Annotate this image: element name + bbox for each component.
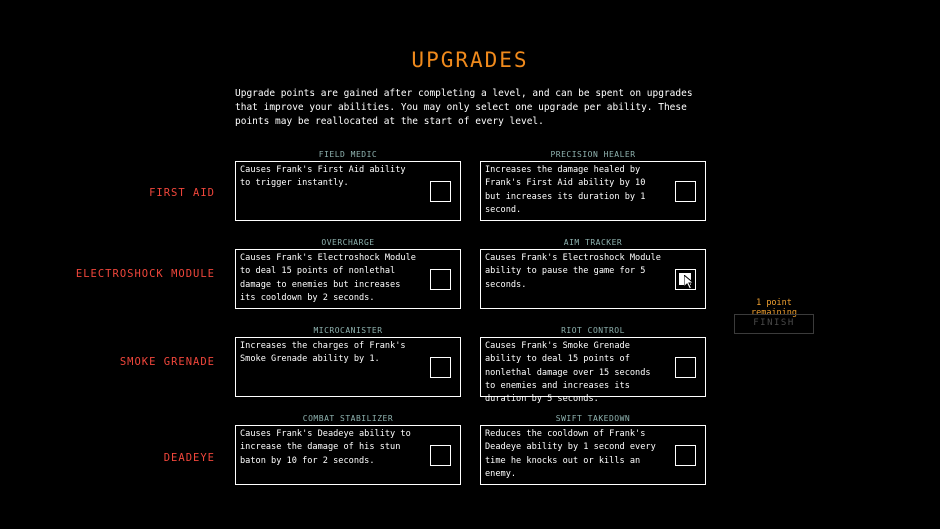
upgrade-card-aim-tracker[interactable]	[480, 249, 706, 309]
option-title-combat-stabilizer: COMBAT STABILIZER	[302, 414, 394, 423]
points-remaining: 1 point remaining	[750, 298, 798, 318]
finish-button[interactable]: FINISH	[734, 314, 814, 334]
upgrade-checkbox-riot-control[interactable]	[675, 357, 696, 378]
upgrade-card-precision-healer[interactable]	[480, 161, 706, 221]
upgrade-checkbox-combat-stabilizer[interactable]	[430, 445, 451, 466]
ability-label-smoke-grenade: SMOKE GRENADE	[119, 356, 215, 368]
option-description: Causes Frank's Electroshock Module to deal 15 points of nonlethal damage to enemies but increases its cooldown by 2 seconds.	[240, 253, 416, 303]
upgrade-checkbox-field-medic[interactable]	[430, 181, 451, 202]
mouse-cursor-icon	[684, 275, 696, 289]
option-description: Causes Frank's First Aid ability to trigger instantly.	[240, 165, 406, 189]
option-title-swift-takedown: SWIFT TAKEDOWN	[555, 414, 631, 423]
upgrade-checkbox-precision-healer[interactable]	[675, 181, 696, 202]
option-title-overcharge: OVERCHARGE	[321, 238, 375, 247]
option-description: Causes Frank's Deadeye ability to increase the damage of his stun baton by 10 for 2 seconds.	[240, 429, 411, 466]
option-description: Increases the damage healed by Frank's First Aid ability by 10 but increases its duration by 1 second.	[485, 165, 646, 215]
ability-label-first-aid: FIRST AID	[149, 187, 215, 199]
upgrade-card-riot-control[interactable]	[480, 337, 706, 405]
option-title-microcanister: MICROCANISTER	[313, 326, 383, 335]
upgrade-card-field-medic[interactable]	[235, 161, 461, 221]
upgrade-checkbox-aim-tracker[interactable]	[675, 269, 696, 290]
upgrade-checkbox-swift-takedown[interactable]	[675, 445, 696, 466]
upgrade-checkbox-microcanister[interactable]	[430, 357, 451, 378]
ability-label-deadeye: DEADEYE	[163, 452, 215, 464]
option-description: Increases the charges of Frank's Smoke Grenade ability by 1.	[240, 341, 406, 365]
page-title: UPGRADES	[411, 48, 529, 72]
upgrade-card-overcharge[interactable]	[235, 249, 461, 309]
option-description: Causes Frank's Electroshock Module ability to pause the game for 5 seconds.	[485, 253, 661, 290]
intro-text: Upgrade points are gained after completing a level, and can be spent on upgrades that improve your abilities. You may only select one upgrade per ability. These points may be reallocated at the start of every level.	[235, 88, 693, 127]
option-title-riot-control: RIOT CONTROL	[561, 326, 625, 335]
option-description: Causes Frank's Smoke Grenade ability to deal 15 points of nonlethal damage over 15 seconds to enemies and increases its duration by 5 seconds.	[485, 341, 651, 405]
upgrade-checkbox-overcharge[interactable]	[430, 269, 451, 290]
option-title-field-medic: FIELD MEDIC	[318, 150, 378, 159]
option-title-precision-healer: PRECISION HEALER	[550, 150, 636, 159]
ability-label-electroshock-module: ELECTROSHOCK MODULE	[75, 268, 215, 280]
option-description: Reduces the cooldown of Frank's Deadeye ability by 1 second every time he knocks out or kills an enemy.	[485, 429, 656, 479]
upgrade-card-combat-stabilizer[interactable]	[235, 425, 461, 485]
upgrade-card-swift-takedown[interactable]	[480, 425, 706, 485]
upgrade-card-microcanister[interactable]	[235, 337, 461, 397]
option-title-aim-tracker: AIM TRACKER	[563, 238, 623, 247]
